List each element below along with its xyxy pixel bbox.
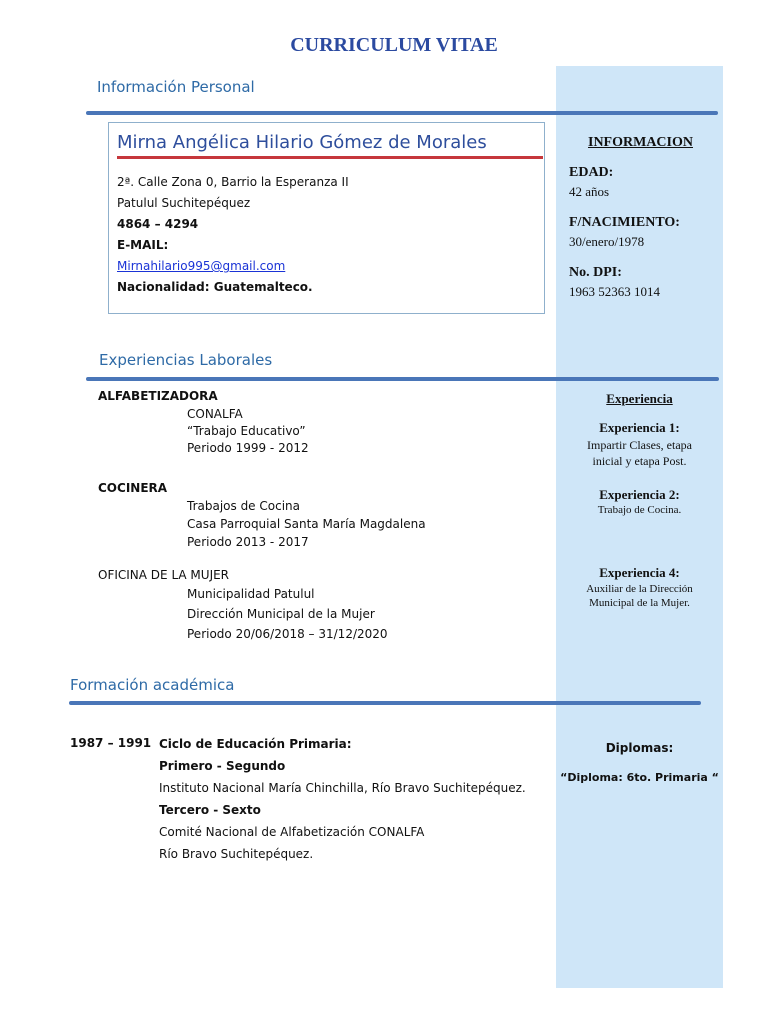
job-detail-line: Periodo 20/06/2018 – 31/12/2020	[187, 627, 388, 641]
experience-heading: Experiencia	[606, 391, 673, 406]
section-divider	[86, 377, 719, 381]
education-school: Comité Nacional de Alfabetización CONALFA	[159, 825, 425, 839]
section-heading-personal: Información Personal	[97, 78, 255, 96]
birth-value: 30/enero/1978	[569, 234, 645, 249]
section-divider	[69, 701, 701, 705]
nationality: Nacionalidad: Guatemalteco.	[117, 280, 313, 294]
name-underline	[117, 156, 543, 159]
age-label: EDAD:	[569, 165, 614, 180]
education-school: Instituto Nacional María Chinchilla, Río Bravo Suchitepéquez.	[159, 781, 526, 795]
email-label: E-MAIL:	[117, 238, 169, 252]
education-years: 1987 – 1991	[70, 736, 152, 750]
job-detail-line: Trabajos de Cocina	[187, 499, 300, 513]
diploma-item: “Diploma: 6to. Primaria “	[560, 771, 719, 784]
job-details	[187, 584, 547, 644]
job-detail-line: Dirección Municipal de la Mujer	[187, 607, 375, 621]
address-line-1: 2ª. Calle Zona 0, Barrio la Esperanza II	[117, 175, 349, 189]
age-value: 42 años	[569, 184, 610, 199]
education-program: Ciclo de Educación Primaria:	[159, 737, 352, 751]
job-detail-line: Periodo 2013 - 2017	[187, 535, 309, 549]
section-divider	[86, 111, 718, 115]
address-line-2: Patulul Suchitepéquez	[117, 196, 251, 210]
sidebar-panel	[556, 66, 723, 988]
job-details	[187, 497, 547, 551]
contact-block	[117, 172, 537, 298]
job-details	[187, 406, 547, 457]
full-name: Mirna Angélica Hilario Gómez de Morales	[117, 132, 487, 153]
education-grade: Primero - Segundo	[159, 759, 286, 773]
job-detail-line: CONALFA	[187, 407, 243, 421]
info-heading: INFORMACION	[588, 135, 693, 150]
dpi-label: No. DPI:	[569, 265, 622, 280]
education-location: Río Bravo Suchitepéquez.	[159, 847, 314, 861]
job-detail-line: Periodo 1999 - 2012	[187, 441, 309, 455]
dpi-value: 1963 52363 1014	[569, 284, 660, 299]
experience-text: Trabajo de Cocina.	[597, 504, 682, 516]
education-grade: Tercero - Sexto	[159, 803, 261, 817]
birth-label: F/NACIMIENTO:	[569, 215, 680, 230]
experience-label: Experiencia 4:	[599, 565, 680, 580]
experience-label: Experiencia 2:	[599, 487, 680, 502]
job-title: OFICINA DE LA MUJER	[98, 568, 230, 582]
job-title: COCINERA	[98, 481, 168, 495]
education-details	[159, 733, 554, 865]
experience-text: Impartir Clases, etapa inicial y etapa Post.	[587, 438, 692, 468]
section-heading-work: Experiencias Laborales	[99, 351, 273, 369]
job-detail-line: Municipalidad Patulul	[187, 587, 315, 601]
experience-text: Auxiliar de la Dirección Municipal de la Mujer.	[586, 583, 693, 609]
section-heading-education: Formación académica	[70, 676, 235, 694]
job-detail-line: “Trabajo Educativo”	[187, 424, 306, 438]
job-detail-line: Casa Parroquial Santa María Magdalena	[187, 517, 426, 531]
phone: 4864 – 4294	[117, 217, 199, 231]
diplomas-heading: Diplomas:	[605, 741, 674, 755]
job-title: ALFABETIZADORA	[98, 389, 218, 403]
experience-label: Experiencia 1:	[599, 420, 680, 435]
page-title: CURRICULUM VITAE	[290, 34, 498, 56]
email-link[interactable]: Mirnahilario995@gmail.com	[117, 259, 286, 273]
